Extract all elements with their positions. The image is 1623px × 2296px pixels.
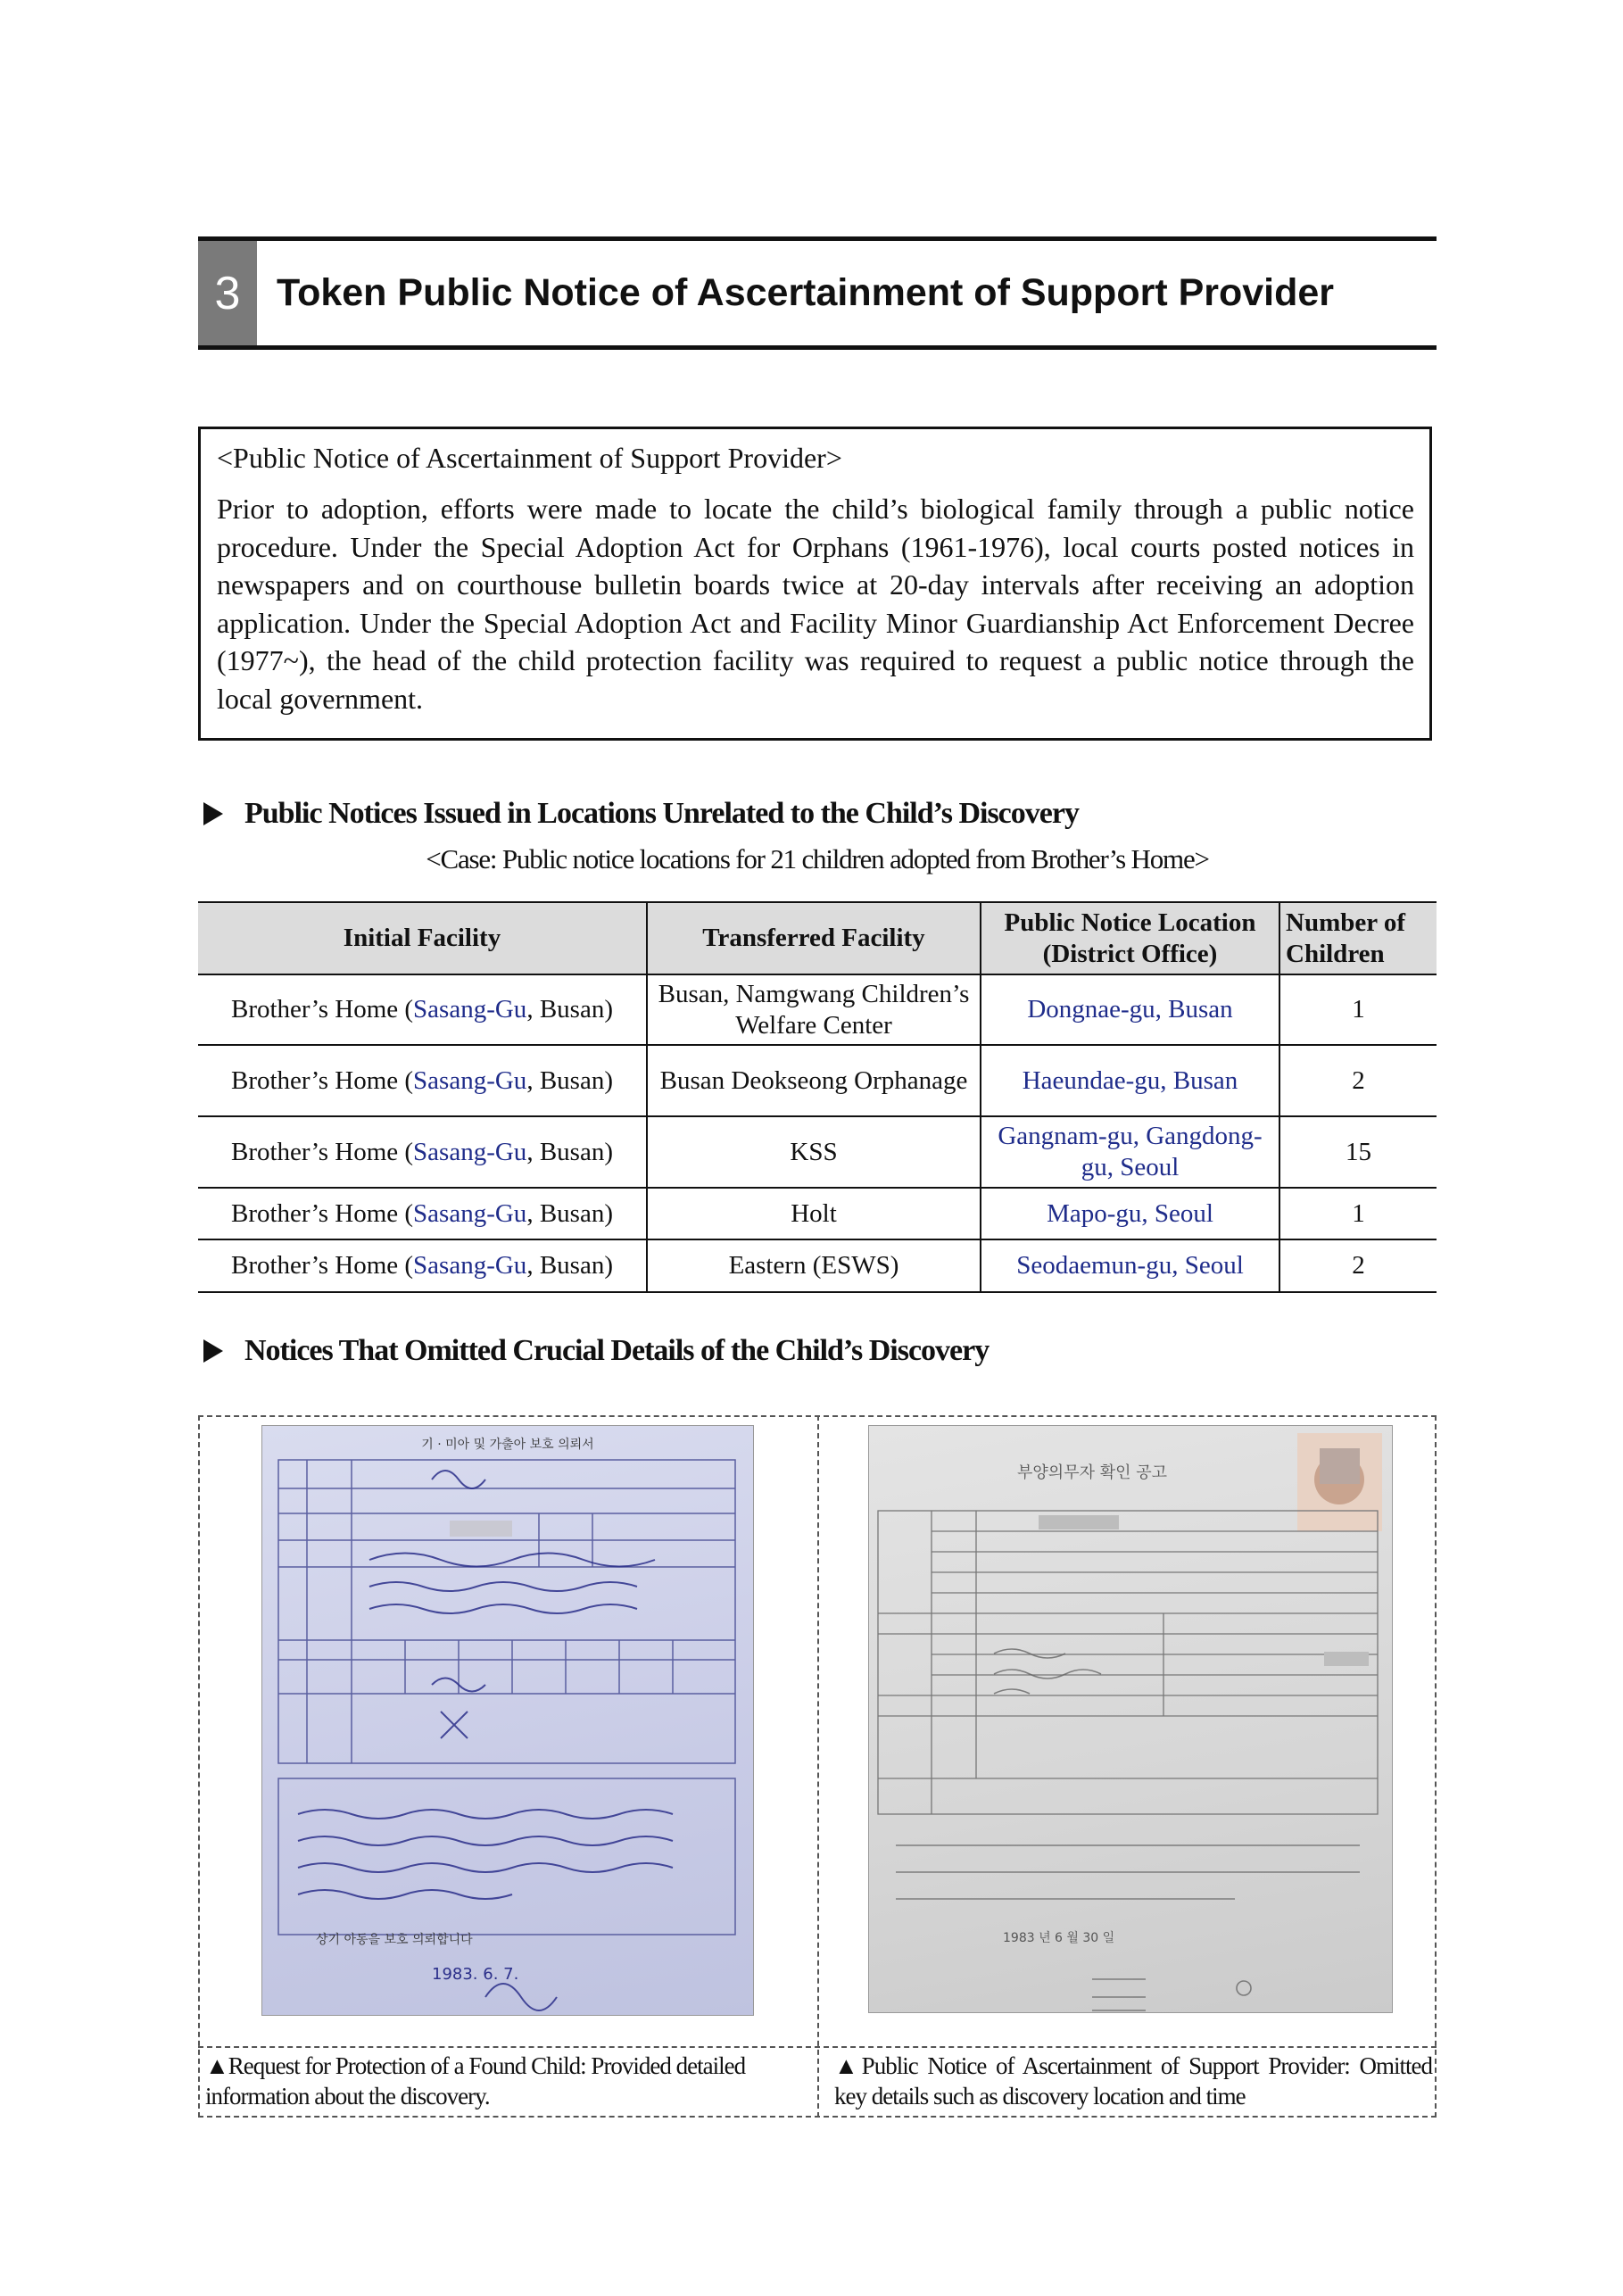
cell-transferred-facility: Busan, Namgwang Children’s Welfare Center [647,974,981,1045]
header-initial-facility: Initial Facility [198,902,647,974]
cell-notice-location: Haeundae-gu, Busan [981,1045,1279,1116]
notice-box-body: Prior to adoption, efforts were made to locate the child’s biological family through a public notice procedure. Under the Special Adoption Act for Orphans (1961-1976), local courts posted notices in newspapers and on courthouse bulletin boards twice at 20-day intervals after receiving an adoption application. Under the Special Adoption Act and Facility Minor Guardianship Act Enforcement Decree (1977~), the head of the child protection facility was required to request a public notice through the local government. [217,493,1414,715]
header-transferred-facility: Transferred Facility [647,902,981,974]
cell-notice-location: Mapo-gu, Seoul [981,1188,1279,1239]
photo-public-notice [869,1426,1392,2012]
table-caption: <Case: Public notice locations for 21 children adopted from Brother’s Home> [426,843,1209,874]
cell-count: 2 [1279,1045,1437,1116]
cell-transferred-facility: Eastern (ESWS) [647,1239,981,1292]
cell-count: 2 [1279,1239,1437,1292]
heading-text: Notices That Omitted Crucial Details of the Child’s Discovery [244,1334,990,1367]
cell-notice-location: Gangnam-gu, Gangdong-gu, Seoul [981,1116,1279,1188]
cell-initial-facility: Brother’s Home (Sasang-Gu, Busan) [198,1188,647,1239]
table-row [198,1116,1437,1188]
triangle-bullet-icon [203,802,223,825]
notice-box-title: <Public Notice of Ascertainment of Support Provider> [217,442,842,474]
table-row [198,974,1437,1045]
heading-text: Public Notices Issued in Locations Unrelated to the Child’s Discovery [244,797,1079,830]
notice-locations-table [198,901,1437,1293]
heading-omitted-details [203,1334,989,1368]
section-number: 3 [198,241,257,345]
cell-count: 1 [1279,1188,1437,1239]
heading-unrelated-locations [203,797,1079,831]
cell-initial-facility: Brother’s Home (Sasang-Gu, Busan) [198,1045,647,1116]
cell-transferred-facility: KSS [647,1116,981,1188]
form-date-right: 1983 년 6 월 30 일 [1003,1931,1115,1945]
caption-public-notice: ▲Public Notice of Ascertainment of Support Provider: Omitted key details such as discovery location and time [834,2052,1432,2110]
cell-notice-location: Dongnae-gu, Busan [981,974,1279,1045]
cell-initial-facility: Brother’s Home (Sasang-Gu, Busan) [198,1239,647,1292]
cell-count: 15 [1279,1116,1437,1188]
cell-transferred-facility: Busan Deokseong Orphanage [647,1045,981,1116]
notice-box [198,427,1432,741]
cell-initial-facility: Brother’s Home (Sasang-Gu, Busan) [198,1116,647,1188]
cell-transferred-facility: Holt [647,1188,981,1239]
form-scan-left [262,1426,753,2015]
table-row [198,1239,1437,1292]
photo-request-for-protection [262,1426,753,2015]
caption-request-for-protection: ▲Request for Protection of a Found Child: Provided detailed information about the discovery. [205,2052,746,2110]
form-closing-left: 상기 아동을 보호 의뢰합니다 [316,1933,473,1947]
form-scan-right [869,1426,1392,2012]
table-row [198,1188,1437,1239]
triangle-bullet-icon [203,1339,223,1363]
header-number-of-children: Number of Children [1279,902,1437,974]
cell-count: 1 [1279,974,1437,1045]
cell-initial-facility: Brother’s Home (Sasang-Gu, Busan) [198,974,647,1045]
table-row [198,1045,1437,1116]
table-header-row [198,902,1437,974]
photo-panel-divider [817,1415,819,2118]
photo-panel-caption-rule [198,2046,1437,2048]
form-date-left: 1983. 6. 7. [432,1965,519,1984]
section-title: Token Public Notice of Ascertainment of Support Provider [277,271,1335,314]
header-notice-location: Public Notice Location (District Office) [981,902,1279,974]
cell-notice-location: Seodaemun-gu, Seoul [981,1239,1279,1292]
section-rule-bottom [198,345,1437,350]
form-title-left: 기 · 미아 및 가출아 보호 의뢰서 [421,1438,594,1452]
form-title-right: 부양의무자 확인 공고 [1017,1463,1167,1482]
